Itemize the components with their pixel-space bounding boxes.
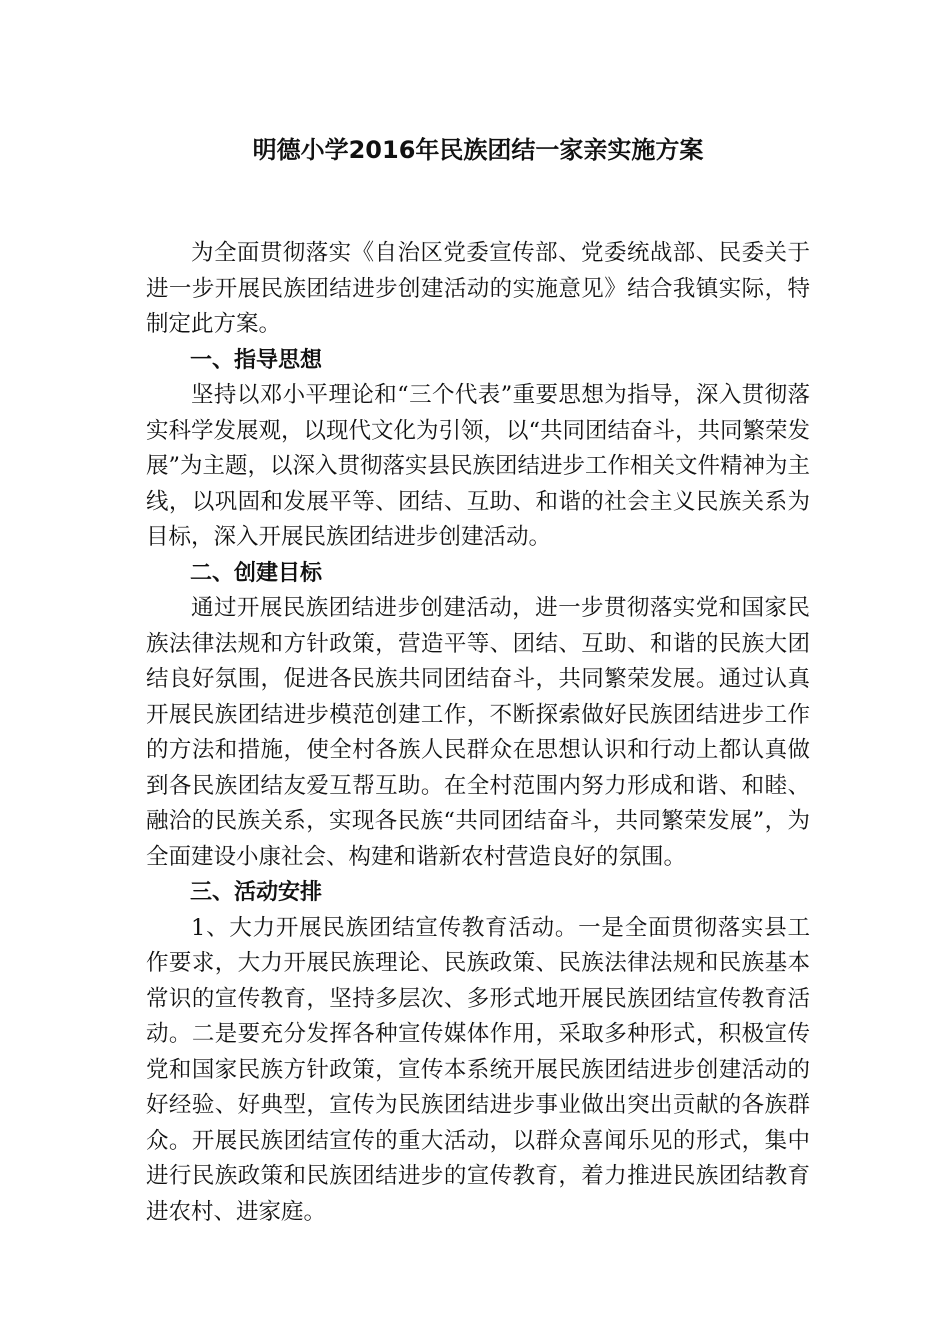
document-page: [146, 128, 810, 1230]
goals-paragraph: 通过开展民族团结进步创建活动，进一步贯彻落实党和国家民族法律法规和方针政策，营造平等、团结、互助、和谐的民族大团结良好氛围，促进各民族共同团结奋斗，共同繁荣发展。通过认真开展民族团结进步模范创建工作，不断探索做好民族团结进步工作的方法和措施，使全村各族人民群众在思想认识和行动上都认真做到各民族团结友爱互帮互助。在全村范围内努力形成和谐、和睦、融洽的民族关系，实现各民族“共同团结奋斗，共同繁荣发展”，为全面建设小康社会、构建和谐新农村营造良好的氛围。: [146, 595, 810, 870]
section-heading-goals: 二、创建目标: [190, 560, 323, 586]
intro-paragraph: 为全面贯彻落实《自治区党委宣传部、党委统战部、民委关于进一步开展民族团结进步创建活动的实施意见》结合我镇实际，特制定此方案。: [146, 240, 810, 337]
section-heading-activities: 三、活动安排: [190, 880, 323, 905]
document-title: 明德小学2016年民族团结一家亲实施方案: [252, 136, 704, 164]
document-body: [146, 236, 810, 1230]
section-heading-guiding-ideology: 一、指导思想: [190, 347, 323, 373]
guiding-ideology-paragraph: 坚持以邓小平理论和“三个代表”重要思想为指导，深入贯彻落实科学发展观，以现代文化为引领，以“共同团结奋斗，共同繁荣发展”为主题，以深入贯彻落实县民族团结进步工作相关文件精神为主线，以巩固和发展平等、团结、互助、和谐的社会主义民族关系为目标，深入开展民族团结进步创建活动。: [146, 382, 811, 550]
activity-item-1-paragraph: 1、大力开展民族团结宣传教育活动。一是全面贯彻落实县工作要求，大力开展民族理论、民族政策、民族法律法规和民族基本常识的宣传教育，坚持多层次、多形式地开展民族团结宣传教育活动。二是要充分发挥各种宣传媒体作用，采取多种形式，积极宣传党和国家民族方针政策，宣传本系统开展民族团结进步创建活动的好经验、好典型，宣传为民族团结进步事业做出突出贡献的各族群众。开展民族团结宣传的重大活动，以群众喜闻乐见的形式，集中进行民族政策和民族团结进步的宣传教育，着力推进民族团结教育进农村、进家庭。: [146, 914, 810, 1225]
